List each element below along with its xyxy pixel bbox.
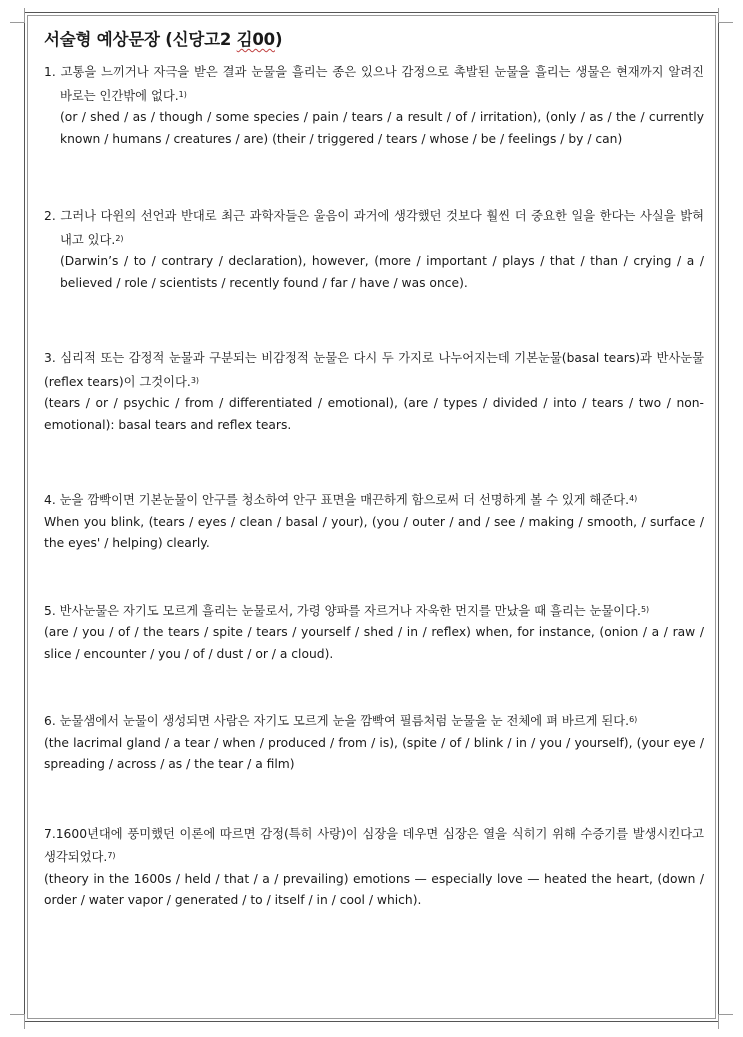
title-suffix: ) xyxy=(274,30,283,49)
english-scramble: (tears / or / psychic / from / differentiated / emotional), (are / types / divided / into / tears / two / non-emotional): basal tears and reflex tears. xyxy=(44,396,704,432)
question-item-5 xyxy=(44,599,704,666)
footnote-marker: 5) xyxy=(640,604,650,614)
item-number: 7. xyxy=(44,826,56,841)
english-scramble: (Darwin’s / to / contrary / declaration), however, (more / important / plays / that / than / crying / a / believed / role / scientists / recently found / far / have / was once). xyxy=(60,254,704,290)
title-prefix: 서술형 예상문장 (신당고2 xyxy=(44,30,237,49)
item-number: 2. xyxy=(44,209,56,223)
footnote-marker: 1) xyxy=(178,89,187,99)
question-item-7 xyxy=(44,824,704,912)
corner-mark-top-left xyxy=(10,8,25,23)
korean-text: 심리적 또는 감정적 눈물과 구분되는 비감정적 눈물은 다시 두 가지로 나누어지는데 기본눈물(basal tears)과 반사눈물(reflex tears)이 그것이다. xyxy=(44,351,704,389)
footnote-marker: 6) xyxy=(629,715,638,724)
korean-sentence xyxy=(44,824,704,869)
item-number: 6. xyxy=(44,714,56,728)
korean-sentence xyxy=(44,488,704,512)
item-number: 3. xyxy=(44,351,56,365)
korean-text: 1600년대에 풍미했던 이론에 따르면 감정(특히 사랑)이 심장을 데우면 심장은 열을 식히기 위해 수증기를 발생시킨다고 생각되었다. xyxy=(44,826,704,864)
corner-mark-top-right xyxy=(718,8,733,23)
english-scramble: (theory in the 1600s / held / that / a / prevailing) emotions — especially love — heated the heart, (down / order / water vapor / generated / to / itself / in / cool / which). xyxy=(44,871,704,907)
document-title xyxy=(44,26,704,50)
title-name: 김00 xyxy=(236,30,275,49)
item-number: 4. xyxy=(44,493,56,507)
english-scramble: (are / you / of / the tears / spite / tears / yourself / shed / in / reflex) when, for instance, (onion / a / raw / slice / encounter / you / of / dust / or / a cloud). xyxy=(44,625,704,661)
footnote-marker: 2) xyxy=(115,233,124,243)
korean-sentence xyxy=(44,709,704,733)
korean-text: 눈물샘에서 눈물이 생성되면 사람은 자기도 모르게 눈을 깜빡여 필름처럼 눈물을 눈 전체에 펴 바르게 된다. xyxy=(59,714,630,728)
korean-text: 눈을 깜빡이면 기본눈물이 안구를 청소하여 안구 표면을 매끈하게 함으로써 더 선명하게 볼 수 있게 해준다. xyxy=(59,493,630,507)
corner-mark-bottom-left xyxy=(10,1014,25,1029)
corner-mark-bottom-right xyxy=(718,1014,733,1029)
item-number: 5. xyxy=(44,603,56,618)
footnote-marker: 3) xyxy=(190,375,200,385)
question-item-4 xyxy=(44,488,704,555)
korean-sentence xyxy=(44,62,704,107)
english-scramble: (or / shed / as / though / some species / pain / tears / a result / of / irritation), (only / as / the / currently known / humans / creatures / are) (their / triggered / tears / whose / be / feelings / by / can) xyxy=(60,110,704,146)
question-item-2 xyxy=(44,206,704,294)
korean-sentence xyxy=(44,206,704,251)
footnote-marker: 4) xyxy=(629,494,638,503)
korean-sentence xyxy=(44,599,704,623)
english-scramble: When you blink, (tears / eyes / clean / basal / your), (you / outer / and / see / making / smooth, / surface / the eyes' / helping) clearly. xyxy=(44,514,704,550)
document-body xyxy=(44,26,704,912)
item-number: 1. xyxy=(44,65,56,79)
question-item-6 xyxy=(44,709,704,776)
korean-text: 반사눈물은 자기도 모르게 흘리는 눈물로서, 가령 양파를 자르거나 자욱한 먼지를 만났을 때 흘리는 눈물이다. xyxy=(59,603,641,618)
english-scramble: (the lacrimal gland / a tear / when / produced / from / is), (spite / of / blink / in / you / yourself), (your eye / spreading / across / as / the tear / a film) xyxy=(44,735,704,771)
korean-text: 그러나 다윈의 선언과 반대로 최근 과학자들은 울음이 과거에 생각했던 것보다 훨씬 더 중요한 일을 한다는 사실을 밝혀내고 있다. xyxy=(60,209,704,247)
korean-text: 고통을 느끼거나 자극을 받은 결과 눈물을 흘리는 종은 있으나 감정으로 촉발된 눈물을 흘리는 생물은 현재까지 알려진 바로는 인간밖에 없다. xyxy=(60,65,704,103)
question-item-3 xyxy=(44,348,704,436)
korean-sentence xyxy=(44,348,704,393)
footnote-marker: 7) xyxy=(107,851,116,860)
question-item-1 xyxy=(44,62,704,150)
